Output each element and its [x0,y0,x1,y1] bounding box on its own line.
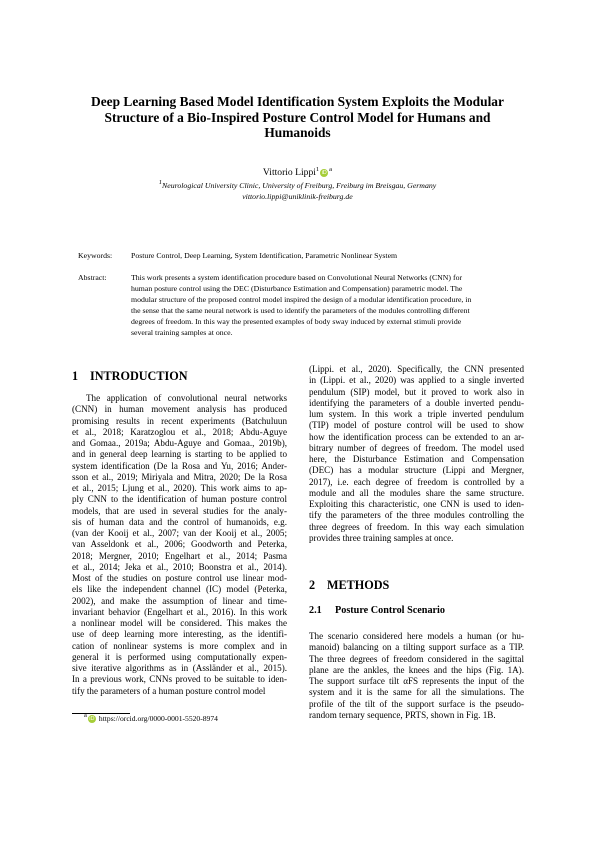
text-line: pendulum (SIP) model, but it proved to work also in [309,386,524,397]
keywords-block [78,250,524,261]
orcid-icon: iD [89,716,95,722]
text-line: profile of the tilt of the support surface is the pseudo- [309,698,524,709]
keywords-text: Posture Control, Deep Learning, System Identification, Parametric Nonlinear System [131,251,398,260]
right-column-methods [309,631,524,721]
affiliation-text: Neurological University Clinic, University of Freiburg, Freiburg im Breisgau, Germany [162,181,437,190]
text-line: plane are the ankles, the knees and the hips (Fig. 1A). [309,664,524,675]
title-line: Structure of a Bio-Inspired Posture Control Model for Humans and [104,109,491,125]
text-line: 2018; Mergner, 2010; Engelhart et al., 2014; Pasma [72,550,287,561]
text-line: et al., 2015; Ljung et al., 2020). This work aims to ap- [72,483,287,493]
text-line: The three degrees of freedom considered in the sagittal [309,653,524,664]
text-line: use of deep learning more interesting, as the identifi- [72,629,287,640]
text-line: module and all the modules share the same structure. [309,487,524,498]
abstract-line: the sense that the same neural network is used to identify the parameters of the modules controlling different [131,306,470,315]
subsection-number: 2.1 [309,605,322,616]
text-line: (CNN) in human movement analysis has produced [72,404,287,415]
text-line: Exploiting this characteristic, one CNN is used to iden- [309,499,524,509]
text-line: general it is performed using computationally expen- [72,651,287,662]
text-line: system and it is the same for all the simulations. The [309,687,524,698]
text-line: cation of nonlinear systems is more complex and in [72,640,287,651]
section-title: METHODS [327,578,390,592]
text-line: 2002), and make the assumption of linear and time- [72,595,287,606]
text-line: (TIP) model of posture control will be used to show [309,420,524,431]
author-affil-marker: 1 [315,166,320,173]
abstract-line: modular structure of the proposed control model inspired the design of a modular identification procedure, in [131,295,472,304]
text-line: (van der Kooij et al., 2007; van der Kooij et al., 2005; [72,528,287,538]
section-heading-methods [309,578,389,592]
abstract-label: Abstract: [78,273,107,282]
subsection-heading [309,605,445,617]
section-number: 2 [309,578,316,592]
title-line: Humanoids [264,125,331,141]
right-column-intro [309,364,524,544]
text-line: sis of human data and the control of humanoids, e.g. [72,516,287,527]
affiliation [0,181,595,202]
affiliation-marker: 1 [158,179,163,186]
text-line: manoid) balancing on a tilting support surface as a TIP. [309,642,524,653]
text-line: here, the Disturbance Estimation and Compensation [309,454,524,464]
abstract-line: degrees of freedom. In this way the presented examples of body sway induced by external stimuli provide [131,317,462,326]
text-line: provides three training samples at once. [309,532,454,543]
text-line: (DEC) has a modular structure (Lippi and Mergner, [309,465,524,476]
text-line: identifying the parameters of a double inverted pendu- [309,397,524,408]
text-line: system identification (De la Rosa and Yu, 2016; Ander- [72,460,287,471]
section-number: 1 [72,369,79,383]
orcid-icon[interactable]: iD [321,170,327,176]
text-line: how the identification process can be extended to an ar- [309,431,524,442]
text-line: invariant behavior (Engelhart et al., 2016). In this work [72,606,287,617]
abstract-text [131,272,524,338]
text-line: and Gomaa., 2019a; Abdu-Aguye and Gomaa., 2019b), [72,438,287,448]
text-line: The scenario considered here models a human (or hu- [309,631,524,641]
abstract-line: human posture control using the DEC (Disturbance Estimation and Compensation) parametric model. The [131,284,463,293]
section-heading-introduction [72,369,188,383]
text-line: et al., 2018; Karatzoglou et al., 2018; Abdu-Aguye [72,426,287,437]
text-line: ply CNN to the identification of human posture control [72,494,287,505]
paper-title [60,94,535,141]
text-line: (Lippi. et al., 2020). Specifically, the CNN presented [309,364,524,374]
text-line: sive iterative algorithms as in (Assländer et al., 2015). [72,663,287,673]
text-line: els like the independent channel (IC) model (Peterka, [72,584,287,595]
text-line: tify the parameters of the three modules controlling the [309,510,524,521]
left-column [72,393,287,697]
text-line: random ternary sequence, PRTS, shown in Fig. 1B. [309,709,496,720]
abstract-block [78,272,524,338]
text-line: promising results in recent experiments (Batchuluun [72,415,287,426]
text-line: Most of the studies on posture control use linear mod- [72,573,287,583]
title-line: Deep Learning Based Model Identification System Exploits the Modular [91,94,504,109]
footnote-marker: a [84,712,87,719]
text-line: lum system. In this work a triple inverted pendulum [309,409,524,419]
footnote [84,714,218,724]
text-line: In a previous work, CNNs proved to be suitable to iden- [72,674,287,685]
footnote-link[interactable]: https://orcid.org/0000-0001-5520-8974 [98,714,218,723]
text-line: in (Lippi. et al., 2020) was applied to a single inverted [309,375,524,386]
text-line: bitrary number of degrees of freedom. The model used [309,442,524,453]
author-email[interactable]: vittorio.lippi@uniklinik-freiburg.de [242,191,353,201]
author-name: Vittorio Lippi [262,167,316,178]
text-line: a nonlinear model will be considered. This makes the [72,618,287,628]
abstract-line: This work presents a system identification procedure based on Convolutional Neural Networks (CNN) for [131,273,463,282]
text-line: and in general deep learning is starting to be applied to [72,449,287,460]
text-line: The application of convolutional neural networks [86,393,287,403]
text-line: 2017), i.e. each degree of freedom is controlled by a [309,476,524,487]
section-title: INTRODUCTION [90,369,188,383]
text-line: The support surface tilt αFS represents the input of the [309,676,524,686]
subsection-title: Posture Control Scenario [335,605,445,616]
affiliation-line [0,181,595,192]
keywords-label: Keywords: [78,251,113,260]
author-line [0,167,595,179]
text-line: et al., 2014; Jeka et al., 2010; Boonstra et al., 2014). [72,561,287,572]
text-line: models, that are used in several studies for the analy- [72,505,287,516]
text-line: van Asseldonk et al., 2006; Goodworth and Peterka, [72,539,287,550]
abstract-line: several training samples at once. [131,328,233,337]
text-line: tify the parameters of a human posture control model [72,685,266,696]
author-footnote-marker: a [329,166,333,173]
text-line: sson et al., 2019; Miriyala and Mitra, 2020; De la Rosa [72,471,287,482]
text-line: three degrees of freedom. In this way each simulation [309,521,524,532]
